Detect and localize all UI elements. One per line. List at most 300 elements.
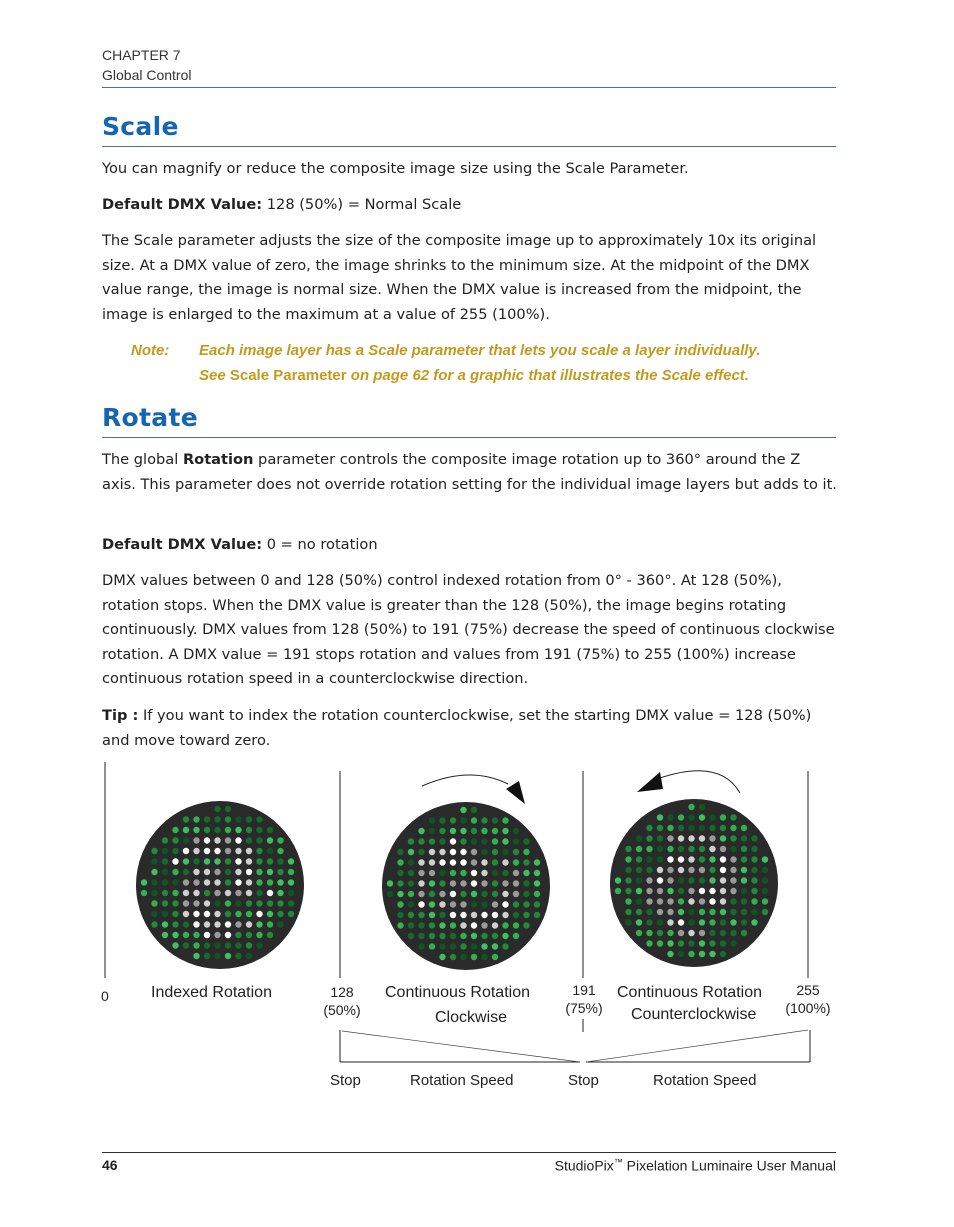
disc-pixel xyxy=(678,888,684,894)
disc-pixel xyxy=(699,835,705,841)
disc-pixel xyxy=(439,901,445,907)
disc-pixel xyxy=(625,846,631,852)
disc-pixel xyxy=(699,951,705,957)
disc-pixel xyxy=(418,933,424,939)
disc-pixel xyxy=(450,933,456,939)
disc-pixel xyxy=(235,816,241,822)
disc-pixel xyxy=(267,848,273,854)
disc-pixel xyxy=(667,825,673,831)
disc-pixel xyxy=(471,943,477,949)
disc-pixel xyxy=(762,856,768,862)
disc-pixel xyxy=(267,921,273,927)
disc-pixel xyxy=(688,835,694,841)
disc-pixel xyxy=(225,869,231,875)
disc-pixel xyxy=(183,932,189,938)
disc-pixel xyxy=(492,943,498,949)
disc-pixel xyxy=(162,879,168,885)
disc-pixel xyxy=(534,880,540,886)
disc-pixel xyxy=(267,890,273,896)
disc-pixel xyxy=(741,909,747,915)
disc-pixel xyxy=(513,880,519,886)
disc-pixel xyxy=(460,849,466,855)
disc-pixel xyxy=(225,953,231,959)
disc-pixel xyxy=(646,898,652,904)
disc-pixel xyxy=(225,890,231,896)
disc-pixel xyxy=(523,859,529,865)
disc-pixel xyxy=(667,814,673,820)
disc-pixel xyxy=(502,891,508,897)
disc-pixel xyxy=(141,890,147,896)
label-cw-line2: Clockwise xyxy=(435,1009,508,1026)
label-ccw-line2: Counterclockwise xyxy=(631,1006,757,1023)
counterclockwise-arrow-head xyxy=(637,772,663,792)
disc-pixel xyxy=(481,891,487,897)
disc-pixel xyxy=(636,835,642,841)
disc-pixel xyxy=(730,825,736,831)
disc-pixel xyxy=(709,951,715,957)
disc-pixel xyxy=(204,837,210,843)
disc-pixel xyxy=(720,877,726,883)
disc-pixel xyxy=(688,814,694,820)
disc-pixel xyxy=(214,837,220,843)
disc-pixel xyxy=(699,898,705,904)
disc-pixel xyxy=(288,879,294,885)
disc-pixel xyxy=(709,856,715,862)
disc-pixel xyxy=(172,942,178,948)
disc-pixel xyxy=(193,827,199,833)
disc-pixel xyxy=(288,858,294,864)
disc-pixel xyxy=(513,901,519,907)
disc-pixel xyxy=(183,837,189,843)
disc-pixel xyxy=(439,891,445,897)
disc-pixel xyxy=(162,858,168,864)
disc-pixel xyxy=(699,919,705,925)
disc-pixel xyxy=(204,827,210,833)
disc-pixel xyxy=(429,943,435,949)
disc-pixel xyxy=(667,940,673,946)
disc-pixel xyxy=(709,825,715,831)
disc-pixel xyxy=(657,835,663,841)
disc-pixel xyxy=(460,954,466,960)
disc-pixel xyxy=(397,880,403,886)
disc-pixel xyxy=(534,859,540,865)
disc-pixel xyxy=(657,919,663,925)
disc-pixel xyxy=(225,806,231,812)
disc-pixel xyxy=(492,849,498,855)
disc-pixel xyxy=(513,933,519,939)
disc-pixel xyxy=(151,921,157,927)
disc-pixel xyxy=(439,828,445,834)
note-line1: Each image layer has a Scale parameter that lets you scale a layer individually. xyxy=(199,342,761,359)
disc-pixel xyxy=(762,877,768,883)
disc-pixel xyxy=(418,870,424,876)
disc-pixel xyxy=(636,909,642,915)
disc-pixel xyxy=(481,859,487,865)
disc-pixel xyxy=(646,877,652,883)
disc-pixel xyxy=(225,911,231,917)
scale-default-value: 128 (50%) = Normal Scale xyxy=(262,196,462,213)
disc-pixel xyxy=(492,880,498,886)
disc-pixel xyxy=(667,951,673,957)
disc-pixel xyxy=(408,870,414,876)
disc-pixel xyxy=(193,953,199,959)
disc-pixel xyxy=(657,877,663,883)
disc-pixel xyxy=(741,835,747,841)
disc-pixel xyxy=(225,879,231,885)
mark-0-label: 0 xyxy=(101,988,109,1004)
disc-pixel xyxy=(450,838,456,844)
disc-pixel xyxy=(741,930,747,936)
disc-pixel xyxy=(492,922,498,928)
disc-pixel xyxy=(709,846,715,852)
disc-pixel xyxy=(678,846,684,852)
disc-pixel xyxy=(502,817,508,823)
disc-pixel xyxy=(450,880,456,886)
disc-pixel xyxy=(460,901,466,907)
disc-pixel xyxy=(646,930,652,936)
mark-128-pct: (50%) xyxy=(323,1002,361,1018)
label-cw-line1: Continuous Rotation xyxy=(385,984,530,1001)
disc-pixel xyxy=(615,888,621,894)
disc-pixel xyxy=(699,825,705,831)
disc-pixel xyxy=(657,898,663,904)
disc-pixel xyxy=(751,898,757,904)
disc-pixel xyxy=(267,879,273,885)
disc-pixel xyxy=(277,848,283,854)
disc-pixel xyxy=(678,867,684,873)
disc-pixel xyxy=(183,848,189,854)
disc-pixel xyxy=(193,911,199,917)
disc-pixel xyxy=(288,900,294,906)
disc-pixel xyxy=(162,837,168,843)
disc-pixel xyxy=(762,888,768,894)
disc-pixel xyxy=(709,835,715,841)
disc-pixel xyxy=(418,880,424,886)
disc-pixel xyxy=(492,859,498,865)
footer-rule xyxy=(102,1152,836,1153)
disc-pixel xyxy=(678,825,684,831)
disc-pixel xyxy=(151,900,157,906)
disc-pixel xyxy=(646,856,652,862)
disc-pixel xyxy=(471,828,477,834)
disc-pixel xyxy=(429,817,435,823)
disc-pixel xyxy=(667,856,673,862)
disc-pixel xyxy=(235,900,241,906)
disc-pixel xyxy=(450,828,456,834)
disc-pixel xyxy=(741,919,747,925)
disc-pixel xyxy=(439,859,445,865)
disc-pixel xyxy=(492,901,498,907)
clockwise-arrow-arc xyxy=(422,775,508,786)
disc-pixel xyxy=(193,879,199,885)
disc-pixel xyxy=(646,888,652,894)
disc-pixel xyxy=(688,898,694,904)
disc-pixel xyxy=(439,933,445,939)
disc-pixel xyxy=(204,848,210,854)
disc-pixel xyxy=(418,912,424,918)
disc-pixel xyxy=(204,890,210,896)
disc-pixel xyxy=(460,838,466,844)
scale-description: The Scale parameter adjusts the size of the composite image up to approximately 10x its original size. At a DMX value of zero, the image shrinks to the minimum size. At the midpoint of the DMX value range, the image is normal size. When the DMX value is increased from the midpoint, the image is enlarged to the maximum at a value of 255 (100%). xyxy=(102,232,817,323)
disc-pixel xyxy=(513,912,519,918)
disc-pixel xyxy=(450,922,456,928)
disc-pixel xyxy=(471,912,477,918)
disc-pixel xyxy=(481,954,487,960)
disc-pixel xyxy=(699,930,705,936)
disc-pixel xyxy=(625,877,631,883)
disc-pixel xyxy=(513,838,519,844)
disc-pixel xyxy=(471,859,477,865)
disc-pixel xyxy=(657,867,663,873)
disc-pixel xyxy=(429,933,435,939)
disc-pixel xyxy=(615,877,621,883)
disc-pixel xyxy=(699,814,705,820)
disc-pixel xyxy=(502,912,508,918)
disc-pixel xyxy=(172,848,178,854)
disc-pixel xyxy=(492,891,498,897)
disc-pixel xyxy=(502,933,508,939)
disc-pixel xyxy=(502,901,508,907)
disc-pixel xyxy=(730,846,736,852)
disc-pixel xyxy=(688,888,694,894)
disc-pixel xyxy=(657,909,663,915)
disc-pixel xyxy=(534,912,540,918)
disc-pixel xyxy=(183,900,189,906)
disc-pixel xyxy=(741,867,747,873)
disc-pixel xyxy=(193,869,199,875)
disc-pixel xyxy=(492,838,498,844)
disc-pixel xyxy=(460,943,466,949)
disc-pixel xyxy=(502,859,508,865)
disc-pixel xyxy=(172,900,178,906)
disc-pixel xyxy=(204,921,210,927)
disc-pixel xyxy=(699,856,705,862)
disc-pixel xyxy=(730,930,736,936)
mark-128-label xyxy=(318,984,366,1019)
disc-pixel xyxy=(523,849,529,855)
disc-pixel xyxy=(418,922,424,928)
disc-pixel xyxy=(204,858,210,864)
disc-pixel xyxy=(688,804,694,810)
disc-pixel xyxy=(450,817,456,823)
disc-pixel xyxy=(277,890,283,896)
disc-pixel xyxy=(646,909,652,915)
disc-pixel xyxy=(471,849,477,855)
trademark-symbol: ™ xyxy=(613,1157,623,1167)
disc-pixel xyxy=(636,856,642,862)
speed-label-2: Rotation Speed xyxy=(653,1072,757,1089)
disc-pixel xyxy=(720,919,726,925)
disc-pixel xyxy=(235,858,241,864)
disc-pixel xyxy=(204,816,210,822)
disc-pixel xyxy=(439,954,445,960)
scale-intro: You can magnify or reduce the composite image size using the Scale Parameter. xyxy=(102,160,689,177)
disc-pixel xyxy=(523,901,529,907)
disc-pixel xyxy=(418,838,424,844)
stop-label-2: Stop xyxy=(568,1072,599,1089)
disc-pixel xyxy=(460,880,466,886)
disc-pixel xyxy=(450,859,456,865)
disc-pixel xyxy=(267,837,273,843)
disc-pixel xyxy=(225,816,231,822)
disc-pixel xyxy=(397,901,403,907)
disc-pixel xyxy=(429,838,435,844)
disc-pixel xyxy=(720,846,726,852)
disc-pixel xyxy=(523,922,529,928)
disc-pixel xyxy=(657,825,663,831)
disc-pixel xyxy=(667,877,673,883)
disc-pixel xyxy=(667,846,673,852)
disc-pixel xyxy=(471,922,477,928)
disc-pixel xyxy=(657,930,663,936)
section-title-scale: Scale xyxy=(102,112,179,141)
disc-pixel xyxy=(204,900,210,906)
disc-pixel xyxy=(450,943,456,949)
disc-pixel xyxy=(678,814,684,820)
disc-pixel xyxy=(256,816,262,822)
disc-pixel xyxy=(267,900,273,906)
disc-pixel xyxy=(439,912,445,918)
disc-pixel xyxy=(277,879,283,885)
disc-pixel xyxy=(460,859,466,865)
disc-pixel xyxy=(460,807,466,813)
disc-pixel xyxy=(678,909,684,915)
disc-pixel xyxy=(246,942,252,948)
speed-label-1: Rotation Speed xyxy=(410,1072,514,1089)
disc-pixel xyxy=(256,921,262,927)
disc-pixel xyxy=(646,835,652,841)
disc-pixel xyxy=(625,867,631,873)
disc-pixel xyxy=(751,919,757,925)
disc-pixel xyxy=(256,879,262,885)
disc-pixel xyxy=(699,846,705,852)
disc-pixel xyxy=(481,933,487,939)
disc-pixel xyxy=(513,828,519,834)
disc-pixel xyxy=(193,858,199,864)
note-link-scale-parameter[interactable]: Scale Parameter xyxy=(229,367,347,384)
disc-pixel xyxy=(730,940,736,946)
disc-pixel xyxy=(235,932,241,938)
disc-pixel xyxy=(699,940,705,946)
disc-pixel xyxy=(667,835,673,841)
disc-pixel xyxy=(277,900,283,906)
disc-pixel xyxy=(523,891,529,897)
disc-pixel xyxy=(492,870,498,876)
disc-pixel xyxy=(439,943,445,949)
disc-pixel xyxy=(720,856,726,862)
disc-pixel xyxy=(471,891,477,897)
disc-pixel xyxy=(439,838,445,844)
disc-pixel xyxy=(481,817,487,823)
disc-pixel xyxy=(730,877,736,883)
disc-pixel xyxy=(439,849,445,855)
disc-pixel xyxy=(699,888,705,894)
disc-pixel xyxy=(688,877,694,883)
disc-pixel xyxy=(667,930,673,936)
disc-pixel xyxy=(460,817,466,823)
manual-title-name: StudioPix xyxy=(554,1157,614,1174)
disc-pixel xyxy=(471,807,477,813)
disc-pixel xyxy=(288,890,294,896)
disc-pixel xyxy=(214,942,220,948)
disc-pixel xyxy=(408,912,414,918)
disc-pixel xyxy=(193,816,199,822)
disc-pixel xyxy=(246,879,252,885)
disc-pixel xyxy=(688,856,694,862)
disc-pixel xyxy=(751,877,757,883)
disc-pixel xyxy=(277,869,283,875)
disc-pixel xyxy=(751,835,757,841)
disc-pixel xyxy=(460,933,466,939)
disc-pixel xyxy=(502,880,508,886)
disc-indexed-rotation xyxy=(136,801,304,969)
disc-pixel xyxy=(751,856,757,862)
disc-pixel xyxy=(709,814,715,820)
disc-pixel xyxy=(720,867,726,873)
disc-pixel xyxy=(246,900,252,906)
disc-pixel xyxy=(625,856,631,862)
disc-pixel xyxy=(471,817,477,823)
disc-pixel xyxy=(709,940,715,946)
disc-pixel xyxy=(471,933,477,939)
disc-pixel xyxy=(678,898,684,904)
disc-pixel xyxy=(720,940,726,946)
disc-pixel xyxy=(513,922,519,928)
disc-pixel xyxy=(183,827,189,833)
disc-pixel xyxy=(646,825,652,831)
disc-pixel xyxy=(636,888,642,894)
disc-pixel xyxy=(256,911,262,917)
disc-pixel xyxy=(741,846,747,852)
disc-pixel xyxy=(214,953,220,959)
disc-pixel xyxy=(730,888,736,894)
label-indexed-rotation: Indexed Rotation xyxy=(151,984,272,1001)
disc-pixel xyxy=(214,879,220,885)
disc-pixel xyxy=(418,849,424,855)
disc-pixel xyxy=(246,858,252,864)
disc-pixel xyxy=(214,858,220,864)
disc-pixel xyxy=(429,901,435,907)
disc-pixel xyxy=(418,943,424,949)
disc-pixel xyxy=(636,867,642,873)
disc-pixel xyxy=(471,880,477,886)
disc-pixel xyxy=(162,932,168,938)
disc-pixel xyxy=(183,921,189,927)
disc-pixel xyxy=(730,856,736,862)
disc-pixel xyxy=(235,848,241,854)
disc-pixel xyxy=(172,921,178,927)
disc-pixel xyxy=(625,919,631,925)
disc-pixel xyxy=(720,898,726,904)
disc-pixel xyxy=(246,911,252,917)
disc-pixel xyxy=(741,877,747,883)
scale-default-label: Default DMX Value: xyxy=(102,196,263,213)
disc-pixel xyxy=(214,848,220,854)
disc-pixel xyxy=(678,930,684,936)
disc-pixel xyxy=(397,859,403,865)
disc-pixel xyxy=(397,922,403,928)
disc-pixel xyxy=(214,921,220,927)
disc-pixel xyxy=(688,846,694,852)
disc-pixel xyxy=(678,877,684,883)
disc-pixel xyxy=(256,869,262,875)
disc-pixel xyxy=(481,870,487,876)
disc-pixel xyxy=(408,891,414,897)
disc-pixel xyxy=(667,919,673,925)
disc-pixel xyxy=(678,835,684,841)
disc-pixel xyxy=(481,943,487,949)
disc-pixel xyxy=(678,856,684,862)
